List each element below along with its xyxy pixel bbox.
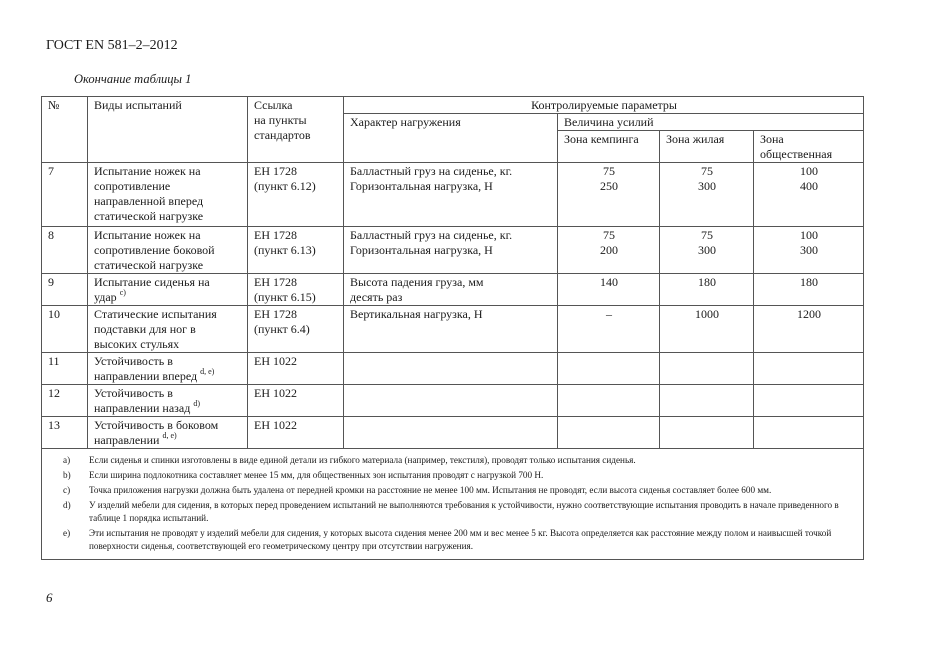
standard-reference: ЕН 1728 (пункт 6.13) — [248, 227, 344, 274]
footnote-text: Эти испытания не проводят у изделий мебели для сидения, у которых высота сидения менее 200 мм и вес менее 5 кг. Высота определяется как расстояние между полом и наивысшей точкой поверхности сиденья, соответствующей его геометрическому центру при отсутствии нагружения. — [89, 528, 832, 551]
value-zone-living — [660, 417, 754, 449]
value-zone-public: 100 300 — [754, 227, 864, 274]
header-zone-public: Зона общественная — [754, 131, 864, 163]
header-zone-camping: Зона кемпинга — [558, 131, 660, 163]
header-no: № — [42, 97, 88, 163]
standard-reference: ЕН 1022 — [248, 417, 344, 449]
footnote — [63, 454, 853, 469]
value-zone-camping: 75 200 — [558, 227, 660, 274]
footnote-text: Если сиденья и спинки изготовлены в виде единой детали из гибкого материала (например, текстиля), проводят только испытания сиденья. — [89, 455, 636, 465]
table-notes — [42, 449, 864, 560]
value-zone-camping: – — [558, 306, 660, 353]
table-row — [42, 227, 864, 274]
load-character — [344, 417, 558, 449]
value-zone-living — [660, 353, 754, 385]
row-number: 8 — [42, 227, 88, 274]
load-character: Балластный груз на сиденье, кг. Горизонтальная нагрузка, Н — [344, 227, 558, 274]
table-row — [42, 353, 864, 385]
header-test-type: Виды испытаний — [88, 97, 248, 163]
value-zone-public: 180 — [754, 274, 864, 306]
table-row — [42, 385, 864, 417]
value-zone-living — [660, 385, 754, 417]
footnote-text: Точка приложения нагрузки должна быть удалена от передней кромки на расстояние не менее 100 мм. Испытания не проводят, если высота сиденья составляет более 600 мм. — [89, 485, 772, 495]
test-name: Устойчивость в боковом направлении $^{d, e)}$ — [88, 417, 248, 449]
table-row — [42, 417, 864, 449]
value-zone-camping — [558, 417, 660, 449]
test-parameters-table — [41, 96, 864, 560]
value-zone-public: 1200 — [754, 306, 864, 353]
footnote-ref: c) — [119, 288, 126, 297]
footnote-label: е) — [63, 528, 71, 538]
value-zone-living: 75 300 — [660, 163, 754, 227]
value-zone-public: 100 400 — [754, 163, 864, 227]
standard-reference: ЕН 1022 — [248, 385, 344, 417]
row-number: 10 — [42, 306, 88, 353]
standard-reference: ЕН 1728 (пункт 6.4) — [248, 306, 344, 353]
standard-reference: ЕН 1728 (пункт 6.12) — [248, 163, 344, 227]
value-zone-camping: 75 250 — [558, 163, 660, 227]
header-force-values: Величина усилий — [558, 114, 864, 131]
footnote-label: b) — [63, 470, 71, 480]
value-zone-camping — [558, 353, 660, 385]
row-number: 12 — [42, 385, 88, 417]
load-character — [344, 385, 558, 417]
value-zone-public — [754, 353, 864, 385]
table-row — [42, 163, 864, 227]
footnote — [63, 484, 853, 499]
footnote-ref: d, e) — [200, 367, 215, 376]
footnote-text: Если ширина подлокотника составляет менее 15 мм, для общественных зон испытания проводят с нагрузкой 700 Н. — [89, 470, 544, 480]
row-number: 11 — [42, 353, 88, 385]
footnote-text: У изделий мебели для сидения, в которых перед проведением испытаний не выполняются требования к устойчивости, нужно соответствующие испытания проводить в начале приведенного в таблице 1 порядка испытаний. — [89, 500, 839, 523]
table-caption: Окончание таблицы 1 — [74, 72, 192, 86]
value-zone-living: 1000 — [660, 306, 754, 353]
load-character: Высота падения груза, мм десять раз — [344, 274, 558, 306]
footnote-label: с) — [63, 485, 71, 495]
load-character: Балластный груз на сиденье, кг. Горизонтальная нагрузка, Н — [344, 163, 558, 227]
header-controlled-params: Контролируемые параметры — [344, 97, 864, 114]
value-zone-public — [754, 417, 864, 449]
row-number: 7 — [42, 163, 88, 227]
test-name: Испытание сиденья на удар $^{c)}$ — [88, 274, 248, 306]
page-number: 6 — [46, 590, 53, 605]
test-name: Устойчивость в направлении вперед $^{d, e)}$ — [88, 353, 248, 385]
standard-reference: ЕН 1022 — [248, 353, 344, 385]
table-header — [42, 97, 864, 163]
header-zone-living: Зона жилая — [660, 131, 754, 163]
value-zone-camping — [558, 385, 660, 417]
value-zone-living: 180 — [660, 274, 754, 306]
header-reference: Ссылка на пункты стандартов — [248, 97, 344, 163]
row-number: 13 — [42, 417, 88, 449]
footnote-ref: d, e) — [162, 431, 177, 440]
table-row — [42, 306, 864, 353]
footnote — [63, 469, 853, 484]
standard-reference: ЕН 1728 (пункт 6.15) — [248, 274, 344, 306]
footnote-label: d) — [63, 500, 71, 510]
value-zone-camping: 140 — [558, 274, 660, 306]
table-row — [42, 274, 864, 306]
document-code: ГОСТ EN 581–2–2012 — [46, 38, 178, 53]
table-body — [42, 163, 864, 449]
row-number: 9 — [42, 274, 88, 306]
header-load-character: Характер нагружения — [344, 114, 558, 163]
footnote — [63, 499, 853, 527]
load-character — [344, 353, 558, 385]
test-name: Устойчивость в направлении назад $^{d)}$ — [88, 385, 248, 417]
footnotes-list — [63, 454, 853, 555]
test-name: Испытание ножек на сопротивление направленной вперед статической нагрузке — [88, 163, 248, 227]
value-zone-public — [754, 385, 864, 417]
footnotes-cell — [42, 449, 864, 560]
value-zone-living: 75 300 — [660, 227, 754, 274]
load-character: Вертикальная нагрузка, Н — [344, 306, 558, 353]
footnote-label: а) — [63, 455, 71, 465]
footnote-ref: d) — [193, 399, 201, 408]
test-name: Испытание ножек на сопротивление боковой статической нагрузке — [88, 227, 248, 274]
test-name: Статические испытания подставки для ног в высоких стульях — [88, 306, 248, 353]
footnote — [63, 527, 853, 555]
